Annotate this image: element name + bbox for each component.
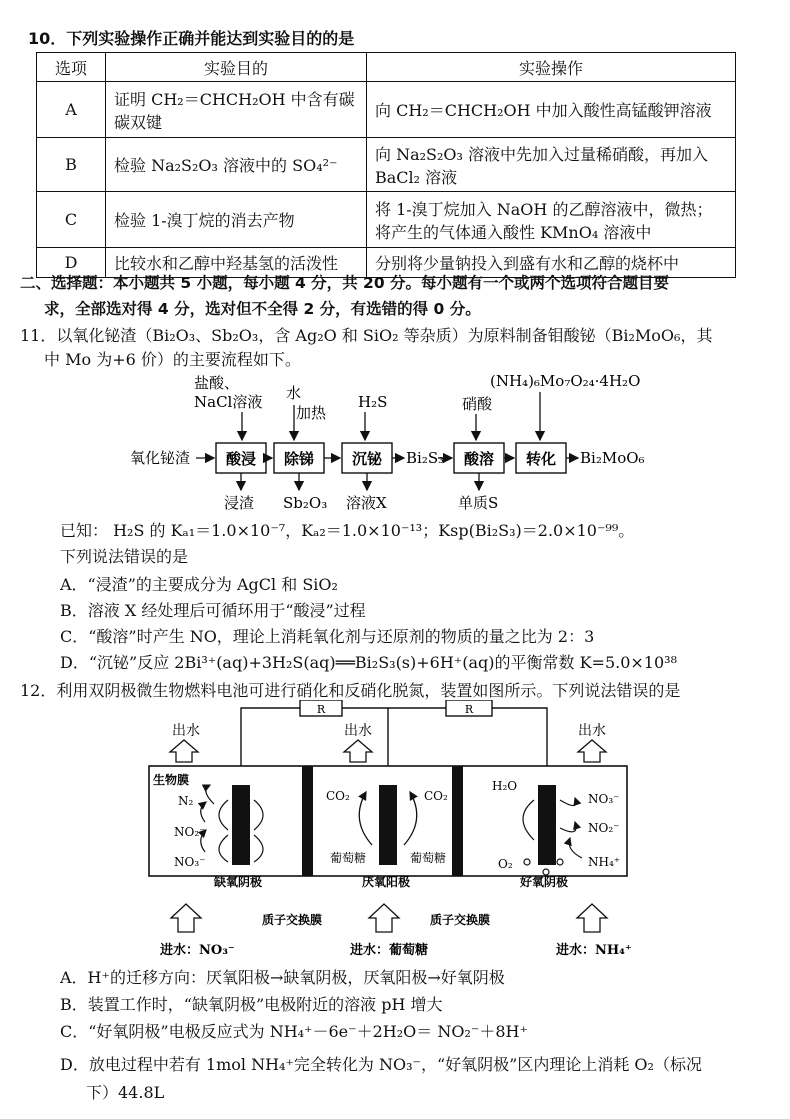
row-operation: 分别将少量钠投入到盛有水和乙醇的烧杯中 bbox=[367, 248, 736, 278]
section-heading-line2: 求，全部选对得 4 分，选对但不全得 2 分，有选错的得 0 分。 bbox=[44, 300, 481, 318]
outlet-label: 出水 bbox=[344, 723, 372, 739]
species-label: 葡萄糖 bbox=[330, 851, 367, 865]
membrane-label: 质子交换膜 bbox=[262, 913, 323, 927]
outlet-arrow-icon bbox=[578, 740, 606, 762]
q11-option-c: C．“酸溶”时产生 NO，理论上消耗氧化剂与还原剂的物质的量之比为 2：3 bbox=[60, 627, 595, 646]
step-label: 酸溶 bbox=[463, 450, 495, 468]
species-label: NO₃⁻ bbox=[174, 855, 206, 869]
output-label: 溶液X bbox=[346, 494, 387, 512]
outlet-label: 出水 bbox=[578, 723, 606, 739]
step-label: 转化 bbox=[525, 450, 557, 468]
proton-exchange-membrane-right bbox=[452, 766, 463, 876]
header-option: 选项 bbox=[37, 53, 106, 82]
q12-option-d: D．放电过程中若有 1mol NH₄⁺完全转化为 NO₃⁻，“好氧阴极”区内理论上消耗 O₂（标况 bbox=[60, 1055, 702, 1074]
input-label: 加热 bbox=[296, 404, 327, 422]
input-label: 盐酸、 bbox=[194, 374, 240, 392]
row-option: A bbox=[37, 82, 106, 138]
table-row bbox=[37, 82, 736, 138]
q11-option-d: D．“沉铋”反应 2Bi³⁺(aq)+3H₂S(aq)══Bi₂S₃(s)+6H⁺(aq)的平衡常数 K=5.0×10³⁸ bbox=[60, 653, 677, 672]
input-label: H₂S bbox=[358, 393, 388, 411]
inlet-arrow-icon bbox=[171, 904, 201, 932]
outlet-arrow-icon bbox=[170, 740, 198, 762]
step-label: 除锑 bbox=[283, 450, 315, 468]
q11-ask: 下列说法错误的是 bbox=[60, 547, 189, 566]
q12-option-a: A．H⁺的迁移方向：厌氧阳极→缺氧阴极，厌氧阳极→好氧阴极 bbox=[60, 968, 505, 987]
membrane-label: 质子交换膜 bbox=[430, 913, 491, 927]
step-label: 沉铋 bbox=[351, 450, 383, 468]
row-operation: 向 CH₂＝CHCH₂OH 中加入酸性高锰酸钾溶液 bbox=[367, 82, 736, 138]
process-flow-diagram bbox=[0, 365, 790, 515]
species-label: H₂O bbox=[492, 779, 518, 793]
input-label: NaCl溶液 bbox=[194, 393, 263, 411]
electrode-anoxic-cathode bbox=[232, 785, 250, 865]
row-option: B bbox=[37, 138, 106, 192]
q11-line1: 11．以氧化铋渣（Bi₂O₃、Sb₂O₃，含 Ag₂O 和 SiO₂ 等杂质）为原料制备钼酸铋（Bi₂MoO₆，其 bbox=[20, 326, 713, 345]
chamber-label: 缺氧阴极 bbox=[214, 875, 263, 889]
outlet-label: 出水 bbox=[172, 723, 200, 739]
header-purpose: 实验目的 bbox=[106, 53, 367, 82]
q11-known: 已知： H₂S 的 Kₐ₁＝1.0×10⁻⁷，Kₐ₂＝1.0×10⁻¹³；Ksp(Bi₂S₃)＝2.0×10⁻⁹⁹。 bbox=[60, 521, 635, 540]
step-label: 酸浸 bbox=[225, 450, 257, 468]
q11-option-a: A．“浸渣”的主要成分为 AgCl 和 SiO₂ bbox=[60, 575, 338, 594]
inlet-label: 进水：葡萄糖 bbox=[350, 943, 429, 958]
output-label: 单质S bbox=[458, 494, 499, 512]
species-label: 葡萄糖 bbox=[410, 851, 447, 865]
row-operation: 向 Na₂S₂O₃ 溶液中先加入过量稀硝酸，再加入 BaCl₂ 溶液 bbox=[367, 138, 736, 192]
q11-option-b: B．溶液 X 经处理后可循环用于“酸浸”过程 bbox=[60, 601, 366, 620]
row-purpose: 证明 CH₂＝CHCH₂OH 中含有碳碳双键 bbox=[106, 82, 367, 138]
species-label: CO₂ bbox=[424, 789, 448, 803]
flow-start-label: 氧化铋渣 bbox=[130, 449, 191, 467]
species-label: CO₂ bbox=[326, 789, 350, 803]
header-operation: 实验操作 bbox=[367, 53, 736, 82]
outlet-arrow-icon bbox=[344, 740, 372, 762]
q11-line2: 中 Mo 为+6 价）的主要流程如下。 bbox=[44, 350, 301, 369]
species-label: NO₂⁻ bbox=[588, 821, 620, 835]
chamber-label: 厌氧阳极 bbox=[362, 875, 411, 889]
proton-exchange-membrane-left bbox=[302, 766, 313, 876]
resistor-label: R bbox=[316, 703, 326, 716]
q10-table bbox=[36, 52, 736, 278]
inlet-arrow-icon bbox=[577, 904, 607, 932]
table-row bbox=[37, 138, 736, 192]
flow-end-label: Bi₂MoO₆ bbox=[580, 449, 645, 467]
q12-option-b: B．装置工作时，“缺氧阴极”电极附近的溶液 pH 增大 bbox=[60, 995, 443, 1014]
intermediate-label: Bi₂S₃ bbox=[406, 449, 445, 467]
row-purpose: 比较水和乙醇中羟基氢的活泼性 bbox=[106, 248, 367, 278]
species-label: NO₂⁻ bbox=[174, 825, 206, 839]
row-purpose: 检验 1-溴丁烷的消去产物 bbox=[106, 192, 367, 248]
row-operation: 将 1-溴丁烷加入 NaOH 的乙醇溶液中，微热；将产生的气体通入酸性 KMnO₄ 溶液中 bbox=[367, 192, 736, 248]
table-row bbox=[37, 192, 736, 248]
inlet-label: 进水：NO₃⁻ bbox=[160, 943, 235, 958]
electrode-aerobic-cathode bbox=[538, 785, 556, 865]
input-label: 硝酸 bbox=[462, 395, 493, 413]
q12-option-c: C．“好氧阴极”电极反应式为 NH₄⁺－6e⁻＋2H₂O＝ NO₂⁻＋8H⁺ bbox=[60, 1022, 528, 1041]
output-label: 浸渣 bbox=[224, 494, 255, 512]
q10-title: 10．下列实验操作正确并能达到实验目的的是 bbox=[28, 29, 355, 48]
inlet-arrow-icon bbox=[369, 904, 399, 932]
species-label: O₂ bbox=[498, 857, 513, 871]
inlet-label: 进水：NH₄⁺ bbox=[556, 943, 632, 958]
q12-option-d-cont: 下）44.8L bbox=[86, 1083, 165, 1102]
row-option: D bbox=[37, 248, 106, 278]
fuel-cell-diagram bbox=[0, 700, 790, 962]
chamber-label: 好氧阴极 bbox=[520, 875, 569, 889]
electrode-anaerobic-anode bbox=[379, 785, 397, 865]
q12-title: 12．利用双阴极微生物燃料电池可进行硝化和反硝化脱氮，装置如图所示。下列说法错误的是 bbox=[20, 681, 681, 700]
biofilm-label: 生物膜 bbox=[153, 773, 190, 787]
row-purpose: 检验 Na₂S₂O₃ 溶液中的 SO₄²⁻ bbox=[106, 138, 367, 192]
resistor-label: R bbox=[464, 703, 474, 716]
species-label: NH₄⁺ bbox=[588, 855, 621, 869]
input-label: 水 bbox=[286, 384, 302, 402]
section-heading-line1: 二、选择题：本小题共 5 小题，每小题 4 分，共 20 分。每小题有一个或两个选项符合题目要 bbox=[20, 274, 670, 292]
row-option: C bbox=[37, 192, 106, 248]
output-label: Sb₂O₃ bbox=[283, 494, 328, 512]
table-header-row bbox=[37, 53, 736, 82]
input-label: (NH₄)₆Mo₇O₂₄·4H₂O bbox=[490, 372, 641, 390]
species-label: N₂ bbox=[178, 794, 194, 808]
species-label: NO₃⁻ bbox=[588, 792, 620, 806]
